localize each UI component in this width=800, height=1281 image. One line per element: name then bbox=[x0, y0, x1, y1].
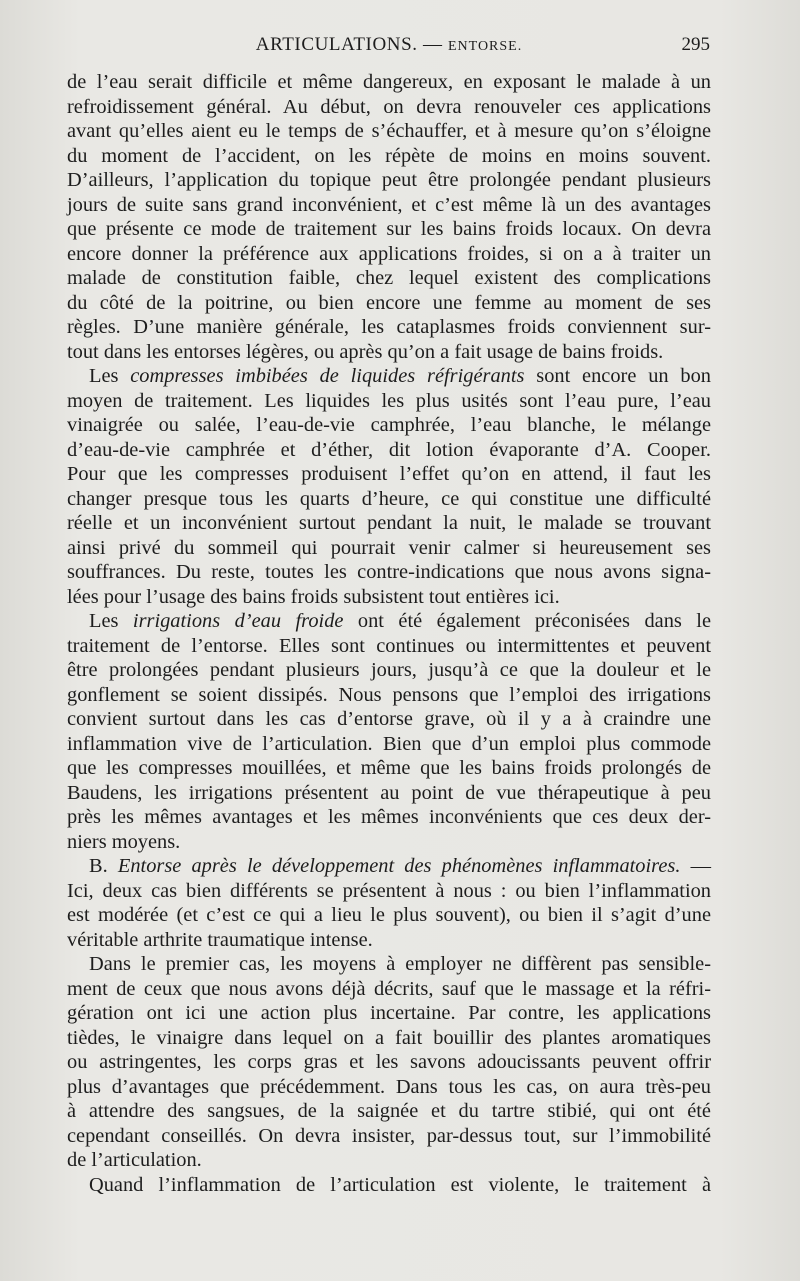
text-line bbox=[67, 1124, 711, 1149]
text-segment: vinaigrée ou salée, l’eau-de-vie camphrée, l’eau blanche, le mélange bbox=[67, 414, 711, 436]
text-segment: avant qu’elles aient eu le temps de s’échauffer, et à mesure qu’on s’éloigne bbox=[67, 120, 711, 142]
text-segment: plus d’avantages que précédemment. Dans tous les cas, on aura très-peu bbox=[67, 1075, 711, 1098]
text-segment: sont encore un bon bbox=[524, 365, 711, 387]
italic-text: compresses imbibées de liquides réfrigérants bbox=[130, 365, 525, 387]
text-line bbox=[67, 168, 711, 193]
text-segment: tout dans les entorses légères, ou après qu’on a fait usage de bains froids. bbox=[67, 340, 664, 363]
text-line bbox=[67, 1148, 711, 1173]
text-segment: gonflement se soient dissipés. Nous pensons que l’emploi des irrigations bbox=[67, 683, 711, 706]
italic-text: Entorse après le développement des phénomènes inflammatoires. bbox=[117, 855, 681, 877]
text-segment: de l’articulation. bbox=[67, 1149, 202, 1171]
text-line bbox=[67, 585, 711, 610]
text-segment: Dans le premier cas, les moyens à employer ne diffèrent pas sensible- bbox=[89, 953, 711, 975]
text-segment: Baudens, les irrigations présentent au point de vue thérapeutique à peu bbox=[67, 781, 711, 804]
text-segment: du côté de la poitrine, ou bien encore une femme au moment de ses bbox=[67, 291, 711, 314]
text-line bbox=[67, 462, 711, 487]
text-line bbox=[67, 1099, 711, 1124]
text-segment: près les mêmes avantages et les mêmes inconvénients que ces deux der- bbox=[67, 806, 711, 828]
text-line bbox=[67, 609, 711, 634]
text-line bbox=[67, 781, 711, 806]
text-line bbox=[67, 315, 711, 340]
text-segment: tièdes, le vinaigre dans lequel on a fait bouillir des plantes aromatiques bbox=[67, 1026, 711, 1049]
text-segment: est modérée (et c’est ce qui a lieu le plus souvent), ou bien il s’agit d’une bbox=[67, 904, 711, 926]
text-line bbox=[67, 95, 711, 120]
text-segment: que présente ce mode de traitement sur les bains froids locaux. On devra bbox=[67, 218, 711, 240]
text-line bbox=[67, 928, 711, 953]
text-line bbox=[67, 340, 711, 365]
text-segment: Quand l’inflammation de l’articulation est violente, le traitement à bbox=[89, 1173, 711, 1196]
italic-text: irrigations d’eau froide bbox=[132, 610, 344, 632]
text-line bbox=[67, 364, 711, 389]
text-line bbox=[67, 805, 711, 830]
text-line bbox=[67, 658, 711, 683]
text-segment: malade de constitution faible, chez lequel existent des complications bbox=[67, 267, 711, 289]
text-line bbox=[67, 1026, 711, 1051]
text-segment: Pour que les compresses produisent l’effet qu’on en attend, il faut les bbox=[67, 463, 711, 485]
text-segment: que les compresses mouillées, et même que les bains froids prolongés de bbox=[67, 757, 711, 779]
text-line bbox=[67, 119, 711, 144]
text-segment: B. bbox=[89, 855, 118, 877]
text-segment: ment de ceux que nous avons déjà décrits, sauf que le massage et la réfri- bbox=[67, 977, 711, 1000]
text-segment: convient surtout dans les cas d’entorse grave, où il y a à craindre une bbox=[67, 708, 711, 730]
text-line bbox=[67, 413, 711, 438]
text-segment: gération ont ici une action plus incertaine. Par contre, les applications bbox=[67, 1002, 711, 1024]
text-segment: jours de suite sans grand inconvénient, et c’est même là un des avantages bbox=[67, 193, 711, 216]
text-segment: véritable arthrite traumatique intense. bbox=[67, 928, 373, 951]
text-segment: moyen de traitement. Les liquides les plus usités sont l’eau pure, l’eau bbox=[67, 389, 711, 412]
text-line bbox=[67, 1173, 711, 1198]
text-segment: de l’eau serait difficile et même dangereux, en exposant le malade à un bbox=[67, 71, 711, 93]
text-line bbox=[67, 242, 711, 267]
text-line bbox=[67, 683, 711, 708]
text-line bbox=[67, 389, 711, 414]
text-line bbox=[67, 217, 711, 242]
text-segment: du moment de l’accident, on les répète de moins en moins souvent. bbox=[67, 144, 711, 167]
text-segment: encore donner la préférence aux applications froides, si on a à traiter un bbox=[67, 242, 711, 265]
text-segment: d’eau-de-vie camphrée et d’éther, dit lotion évaporante d’A. Cooper. bbox=[67, 438, 711, 461]
text-segment: refroidissement général. Au début, on devra renouveler ces applications bbox=[67, 95, 711, 118]
text-line bbox=[67, 511, 711, 536]
text-segment: cependant conseillés. On devra insister, par-dessus tout, sur l’immobilité bbox=[67, 1124, 711, 1147]
text-line bbox=[67, 1075, 711, 1100]
running-title-dash: — bbox=[423, 34, 443, 55]
text-line bbox=[67, 903, 711, 928]
text-line bbox=[67, 830, 711, 855]
text-line bbox=[67, 1050, 711, 1075]
text-segment: règles. D’une manière générale, les cataplasmes froids conviennent sur- bbox=[67, 316, 711, 338]
text-segment: lées pour l’usage des bains froids subsistent tout entières ici. bbox=[67, 585, 560, 608]
text-segment: ont été également préconisées dans le bbox=[343, 610, 711, 632]
text-segment: Les bbox=[89, 365, 131, 387]
page-number: 295 bbox=[681, 34, 710, 55]
text-segment: D’ailleurs, l’application du topique peut être prolongée pendant plusieurs bbox=[67, 169, 711, 191]
text-segment: Les bbox=[89, 610, 133, 632]
text-segment: changer presque tous les quarts d’heure, ce qui constitue une difficulté bbox=[67, 487, 711, 510]
text-segment: à attendre des sangsues, de la saignée et du tartre stibié, qui ont été bbox=[67, 1100, 711, 1122]
text-line bbox=[67, 1001, 711, 1026]
text-line bbox=[67, 144, 711, 169]
running-title-main: ARTICULATIONS. bbox=[255, 34, 418, 55]
text-line bbox=[67, 707, 711, 732]
text-line bbox=[67, 438, 711, 463]
text-line bbox=[67, 70, 711, 95]
text-line bbox=[67, 977, 711, 1002]
text-line bbox=[67, 266, 711, 291]
running-header bbox=[68, 34, 710, 64]
text-line bbox=[67, 536, 711, 561]
text-line bbox=[67, 291, 711, 316]
text-segment: traitement de l’entorse. Elles sont continues ou intermittentes et peuvent bbox=[67, 634, 711, 657]
running-title-section: ENTORSE. bbox=[447, 39, 523, 54]
text-line bbox=[67, 732, 711, 757]
text-line bbox=[67, 487, 711, 512]
text-line bbox=[67, 854, 711, 879]
text-segment: inflammation vive de l’articulation. Bien que d’un emploi plus commode bbox=[67, 732, 711, 755]
text-segment: être prolongées pendant plusieurs jours, jusqu’à ce que la douleur et le bbox=[67, 659, 711, 681]
text-segment: ou astringentes, les corps gras et les savons adoucissants peuvent offrir bbox=[67, 1051, 711, 1073]
text-line bbox=[67, 193, 711, 218]
body-text bbox=[67, 70, 711, 1197]
text-line bbox=[67, 879, 711, 904]
text-segment: ainsi privé du sommeil qui pourrait venir calmer si heureusement ses bbox=[67, 536, 711, 559]
text-segment: souffrances. Du reste, toutes les contre-indications que nous avons signa- bbox=[67, 561, 711, 583]
text-segment: réelle et un inconvénient surtout pendant la nuit, le malade se trouvant bbox=[67, 512, 711, 534]
text-line bbox=[67, 634, 711, 659]
text-line bbox=[67, 560, 711, 585]
text-line bbox=[67, 756, 711, 781]
running-title bbox=[68, 34, 710, 56]
text-segment: Ici, deux cas bien différents se présentent à nous : ou bien l’inflammation bbox=[67, 879, 711, 902]
text-segment: — bbox=[680, 855, 711, 877]
text-line bbox=[67, 952, 711, 977]
text-segment: niers moyens. bbox=[67, 830, 181, 853]
